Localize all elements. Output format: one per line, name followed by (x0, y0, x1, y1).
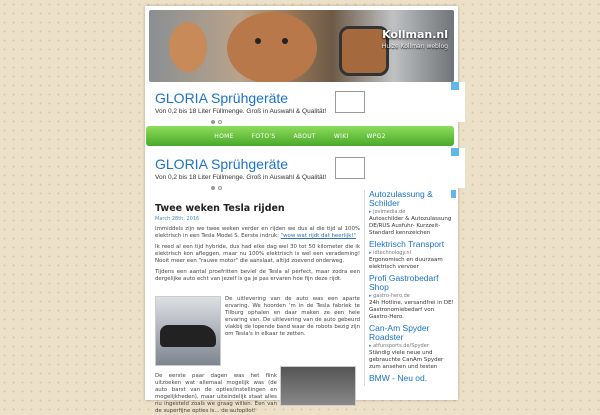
car-shape (160, 325, 216, 347)
site-title[interactable]: Kollman.nl (382, 28, 448, 41)
sidebar-ads (364, 190, 456, 386)
sidebar-ad-item[interactable] (369, 240, 456, 271)
post-paragraph: Tijdens een aantal proefritten beviel de Tesla al perfect, maar zodra een dergelijke auto echt van jezelf is ga je pas ervaren hoe fijn deze rijdt. (155, 269, 360, 282)
ad-image-box[interactable] (335, 157, 365, 179)
sidebar-ad-item[interactable] (369, 324, 456, 371)
ad-choices-icon[interactable] (451, 148, 459, 156)
sidebar-ad-title[interactable]: BMW - Neu od. (369, 373, 428, 383)
sidebar-ad-text: Ergonomisch en duurzaam elektrisch vervoer (369, 257, 443, 270)
post-paragraph (155, 226, 360, 240)
nav-item-home[interactable]: HOME (214, 132, 234, 140)
post-float-text (225, 296, 360, 338)
ad-title[interactable]: GLORIA Sprühgeräte (155, 90, 289, 106)
dog-photo-left (169, 22, 207, 72)
dot-icon[interactable] (218, 186, 222, 190)
post-paragraph: Ik reed al een tijd hybride, dus had elke dag wel 30 tot 50 kilometer die ik elektrisch kon afleggen, maar nu 100% elektrisch is wel een verademing! Nooit meer een "rauwe motor" die aanslaat, altijd zoevend onderweg. (155, 244, 360, 264)
post-paragraph: De eerste paar dagen was het flink uitzoeken wat allemaal mogelijk was (de auto barst van de opties/instellingen en mogelijkheden), maar uiteindelijk staat alles nu ingesteld zoals we graag willen. Een van de superfijne opties is... de autopilot! (155, 373, 277, 414)
ad-banner-top[interactable] (145, 82, 465, 122)
nav-item-wiki[interactable]: WIKI (333, 132, 349, 140)
sidebar-ad-item[interactable] (369, 190, 456, 237)
sidebar-ad-source[interactable]: ▸ gastro-hero.de (369, 293, 456, 299)
post-lower-text (155, 369, 277, 415)
ad-text: Von 0,2 bis 18 Liter Füllmenge. Groß in Auswahl & Qualität! (155, 108, 327, 115)
sidebar-ad-item[interactable] (369, 274, 456, 321)
ad-banner-second[interactable] (145, 148, 465, 188)
post-date: March 28th, 2016 (155, 216, 200, 222)
sidebar-ad-source[interactable]: ▸ idtechnology.nl (369, 250, 456, 256)
sidebar-ad-source[interactable]: ▸ atfunsports.de/Spyder (369, 343, 456, 349)
sidebar-ad-text: Ständig viele neue und gebrauchte CanAm Spyder zum ansehen und testen (369, 350, 444, 370)
main-nav (146, 126, 454, 146)
ad-text: Von 0,2 bis 18 Liter Füllmenge. Groß in Auswahl & Qualität! (155, 174, 327, 181)
sidebar-ad-text: Autoschilder & Autozulassung DE/RUS Ausfuhr- Kurzzeit- Standard kennzeichen (369, 216, 452, 236)
blog-post (155, 203, 360, 414)
post-paragraph: De uitlevering van de auto was een aparte ervaring. We hoorden 'm in de Tesla fabriek te Tilburg ophalen en daar maken ze een hele ervaring van. De uitlevering van de auto gebeurd vlakbij de lopende band waar de robots bezig zijn om Tesla's in elkaar te zetten. (225, 296, 360, 337)
ad-pager[interactable] (211, 175, 225, 194)
ad-title[interactable]: GLORIA Sprühgeräte (155, 156, 289, 172)
post-title[interactable]: Twee weken Tesla rijden (155, 203, 285, 214)
sidebar-ad-title[interactable]: Elektrisch Transport (369, 239, 445, 249)
dot-icon[interactable] (211, 186, 215, 190)
dot-icon[interactable] (218, 120, 222, 124)
dot-icon[interactable] (211, 120, 215, 124)
sidebar-ad-text: 24h Hotline, versandfrei in DE! Gastronomiebedarf von Gastro-Hero. (369, 300, 454, 320)
site-subtitle: Huize Kollman weblog (381, 43, 448, 50)
sidebar-ad-title[interactable]: Profi Gastrobedarf Shop (369, 273, 439, 292)
post-text: Immiddels zijn we twee weken verder en rijden we dus al die tijd al 100% elektrisch in een Tesla Model S. Eerste indruk: (155, 226, 360, 239)
ad-choices-icon[interactable] (451, 190, 456, 198)
tesla-delivery-photo[interactable] (280, 366, 356, 406)
header-banner[interactable] (149, 10, 454, 82)
nav-item-about[interactable]: ABOUT (293, 132, 316, 140)
sidebar-ad-title[interactable]: Can-Am Spyder Roadster (369, 323, 430, 342)
tesla-photo[interactable] (155, 296, 221, 366)
nav-item-wpg2[interactable]: WPG2 (366, 132, 386, 140)
nav-item-fotos[interactable]: FOTO'S (251, 132, 276, 140)
sidebar-ad-item[interactable] (369, 374, 456, 383)
ad-image-box[interactable] (335, 91, 365, 113)
sidebar-ad-source[interactable]: ▸ jovimedia.de (369, 209, 456, 215)
post-quote-link[interactable]: "wow wat rijdt dat heerlijk!" (280, 233, 357, 239)
dog-photo-center (227, 12, 317, 84)
ad-choices-icon[interactable] (451, 82, 459, 90)
sidebar-ad-title[interactable]: Autozulassung & Schilder (369, 189, 433, 208)
